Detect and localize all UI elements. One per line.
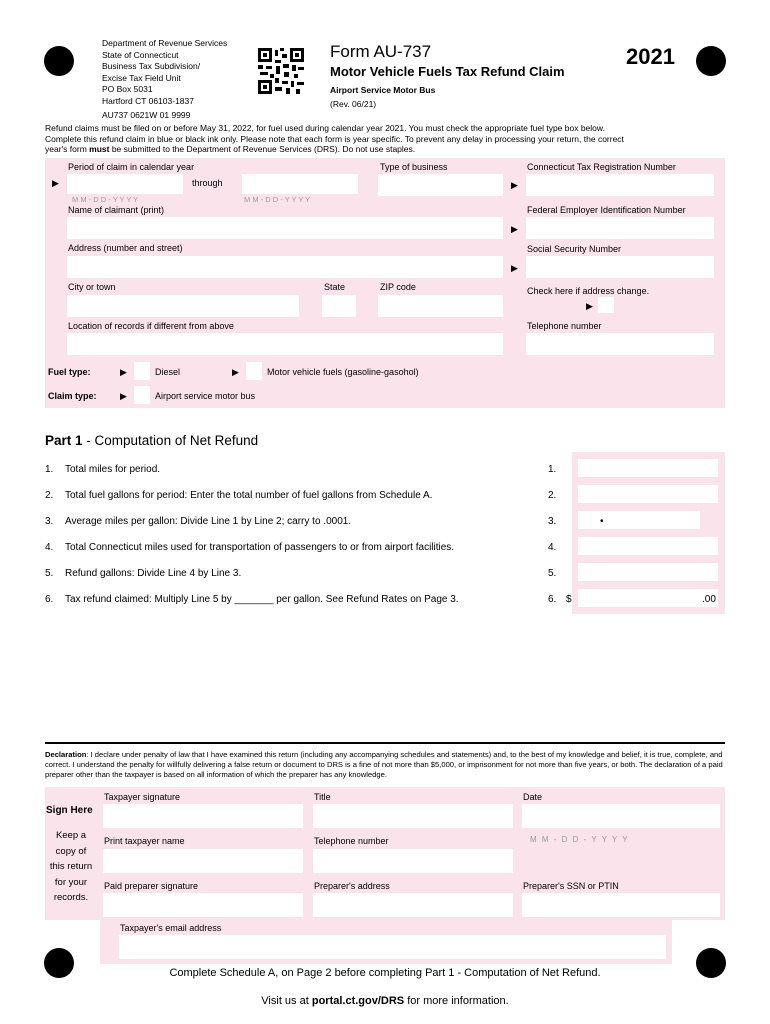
preparer-signature-input[interactable] <box>103 893 303 917</box>
zip-input[interactable] <box>378 295 503 317</box>
state-label: State <box>324 282 346 292</box>
part1-line-ref: 5. <box>548 568 557 579</box>
preparer-signature-label: Paid preparer signature <box>104 881 199 891</box>
part1-line-text: Tax refund claimed: Multiply Line 5 by _______ per gallon. See Refund Rates on Page 3. <box>65 594 459 605</box>
cents-label: .00 <box>702 594 716 605</box>
form-title: Form AU-737 <box>330 42 432 61</box>
line5-input[interactable] <box>578 563 718 581</box>
department-address: Department of Revenue Services State of Connecticut Business Tax Subdivision/ Excise Tax Field Unit PO Box 5031 Hartford CT 06103-1837 AU737 0621W 01 9999 <box>102 38 228 120</box>
business-type-input[interactable] <box>378 174 503 196</box>
preparer-ssn-input[interactable] <box>522 893 720 917</box>
preparer-ssn-label: Preparer's SSN or PTIN <box>523 881 619 891</box>
declaration-text: Declaration: I declare under penalty of law that I have examined this return (including any accompanying schedules and statements) and, to the best of my knowledge and belief, it is true, complete, and correct. I understand the penalty for willfully delivering a false return or document to DRS is a fine of not more than $5,000, or imprisonment for not more than five years, or both. The declaration of a paid preparer other than the taxpayer is based on all information of which the preparer has any knowledge. <box>45 750 723 779</box>
arrow-icon: ▶ <box>232 367 239 377</box>
address-label: Address (number and street) <box>68 243 183 253</box>
state-input[interactable] <box>322 295 356 317</box>
taxpayer-signature-label: Taxpayer signature <box>104 792 181 802</box>
city-label: City or town <box>68 282 116 292</box>
zip-label: ZIP code <box>380 282 416 292</box>
part1-line-text: Total fuel gallons for period: Enter the total number of fuel gallons from Schedule A. <box>65 490 433 501</box>
taxpayer-signature-input[interactable] <box>103 804 303 828</box>
records-location-input[interactable] <box>67 333 503 355</box>
address-change-label: Check here if address change. <box>527 286 650 296</box>
line4-input[interactable] <box>578 537 718 555</box>
preparer-address-input[interactable] <box>313 893 513 917</box>
address-change-checkbox[interactable] <box>598 297 614 313</box>
period-start-input[interactable] <box>67 174 183 194</box>
part1-line-ref: 4. <box>548 542 557 553</box>
fein-label: Federal Employer Identification Number <box>527 205 686 215</box>
footer-website: Visit us at portal.ct.gov/DRS for more information. <box>261 995 509 1007</box>
part1-line-text: Total miles for period. <box>65 464 161 475</box>
qr-code-icon <box>258 48 304 94</box>
claimant-name-label: Name of claimant (print) <box>68 205 165 215</box>
date-format-hint: M M - D D - Y Y Y Y <box>244 195 311 204</box>
footer-note: Complete Schedule A, on Page 2 before completing Part 1 - Computation of Net Refund. <box>169 967 601 979</box>
part1-title: Part 1 - Computation of Net Refund <box>45 433 259 448</box>
title-input[interactable] <box>313 804 513 828</box>
arrow-icon: ▶ <box>120 391 127 401</box>
records-location-label: Location of records if different from above <box>68 321 234 331</box>
ssn-input[interactable] <box>526 256 714 278</box>
part1-line-ref: 3. <box>548 516 557 527</box>
arrow-icon: ▶ <box>120 367 127 377</box>
claim-type-label: Claim type: <box>48 391 97 401</box>
part1-line-number: 5. <box>45 568 54 579</box>
gasohol-checkbox[interactable] <box>246 362 262 380</box>
airport-bus-checkbox[interactable] <box>134 386 150 404</box>
dollar-sign: $ <box>566 594 572 605</box>
part1-line-text: Average miles per gallon: Divide Line 1 by Line 2; carry to .0001. <box>65 516 352 527</box>
date-format-hint: M M - D D - Y Y Y Y <box>72 195 139 204</box>
keep-copy-note: Keep a copy of this return for your records. <box>49 830 93 903</box>
line3-input[interactable] <box>578 511 700 529</box>
part1-line-ref: 2. <box>548 490 557 501</box>
arrow-icon: ▶ <box>52 178 59 188</box>
arrow-icon: ▶ <box>511 180 518 190</box>
part1-line-number: 3. <box>45 516 54 527</box>
form-subtitle: Motor Vehicle Fuels Tax Refund Claim <box>330 64 565 79</box>
instructions: Refund claims must be filed on or before May 31, 2022, for fuel used during calendar year 2021. You must check the appropriate fuel type box below. Complete this refund claim in blue or black ink only. Please note that each form is year specific. To prevent any delay in processing your return, the correct year's form must be submitted to the Department of Revenue Services (DRS). Do not use staples. <box>45 123 624 154</box>
revision-date: (Rev. 06/21) <box>330 99 377 109</box>
arrow-icon: ▶ <box>511 224 518 234</box>
ssn-label: Social Security Number <box>527 244 622 254</box>
phone-label: Telephone number <box>527 321 602 331</box>
fein-input[interactable] <box>526 217 714 239</box>
part1-line-ref: 1. <box>548 464 557 475</box>
claimant-name-input[interactable] <box>67 217 503 239</box>
website-link[interactable]: portal.ct.gov/DRS <box>311 995 405 1007</box>
registration-mark <box>696 46 726 76</box>
diesel-label: Diesel <box>155 367 181 377</box>
part1-line-number: 4. <box>45 542 54 553</box>
business-type-label: Type of business <box>380 162 448 172</box>
registration-mark <box>44 46 74 76</box>
date-label: Date <box>523 792 543 802</box>
line2-input[interactable] <box>578 485 718 503</box>
line6-input[interactable] <box>578 589 718 607</box>
diesel-checkbox[interactable] <box>134 362 150 380</box>
arrow-icon: ▶ <box>511 263 518 273</box>
address-input[interactable] <box>67 256 503 278</box>
print-name-label: Print taxpayer name <box>104 836 185 846</box>
tax-year: 2021 <box>626 44 675 69</box>
form-subtitle-2: Airport Service Motor Bus <box>330 85 436 95</box>
phone-input[interactable] <box>526 333 714 355</box>
print-name-input[interactable] <box>103 849 303 873</box>
period-end-input[interactable] <box>242 174 358 194</box>
declaration-rule <box>45 742 725 744</box>
part1-line-number: 1. <box>45 464 54 475</box>
through-label: through <box>192 178 223 188</box>
email-input[interactable] <box>119 935 666 959</box>
telephone-label: Telephone number <box>314 836 389 846</box>
preparer-address-label: Preparer's address <box>314 881 390 891</box>
part1-line-ref: 6. <box>548 594 557 605</box>
tax-registration-input[interactable] <box>526 174 714 196</box>
part1-line-text: Refund gallons: Divide Line 4 by Line 3. <box>65 568 242 579</box>
decimal-point: • <box>600 516 604 527</box>
line1-input[interactable] <box>578 459 718 477</box>
claim-type-value: Airport service motor bus <box>155 391 256 401</box>
email-label: Taxpayer's email address <box>120 923 222 933</box>
part1-line-number: 6. <box>45 594 54 605</box>
fuel-type-label: Fuel type: <box>48 367 91 377</box>
part1-line-text: Total Connecticut miles used for transportation of passengers to or from airport facilities. <box>65 542 455 553</box>
period-label: Period of claim in calendar year <box>68 162 195 172</box>
date-input[interactable] <box>522 804 720 828</box>
date-format-hint: M M - D D - Y Y Y Y <box>530 835 630 844</box>
tax-registration-label: Connecticut Tax Registration Number <box>527 162 676 172</box>
title-label: Title <box>314 792 331 802</box>
city-input[interactable] <box>67 295 299 317</box>
gasohol-label: Motor vehicle fuels (gasoline-gasohol) <box>267 367 419 377</box>
sign-here-label: Sign Here <box>46 805 93 816</box>
telephone-input[interactable] <box>313 849 513 873</box>
part1-line-number: 2. <box>45 490 54 501</box>
arrow-icon: ▶ <box>586 301 593 311</box>
